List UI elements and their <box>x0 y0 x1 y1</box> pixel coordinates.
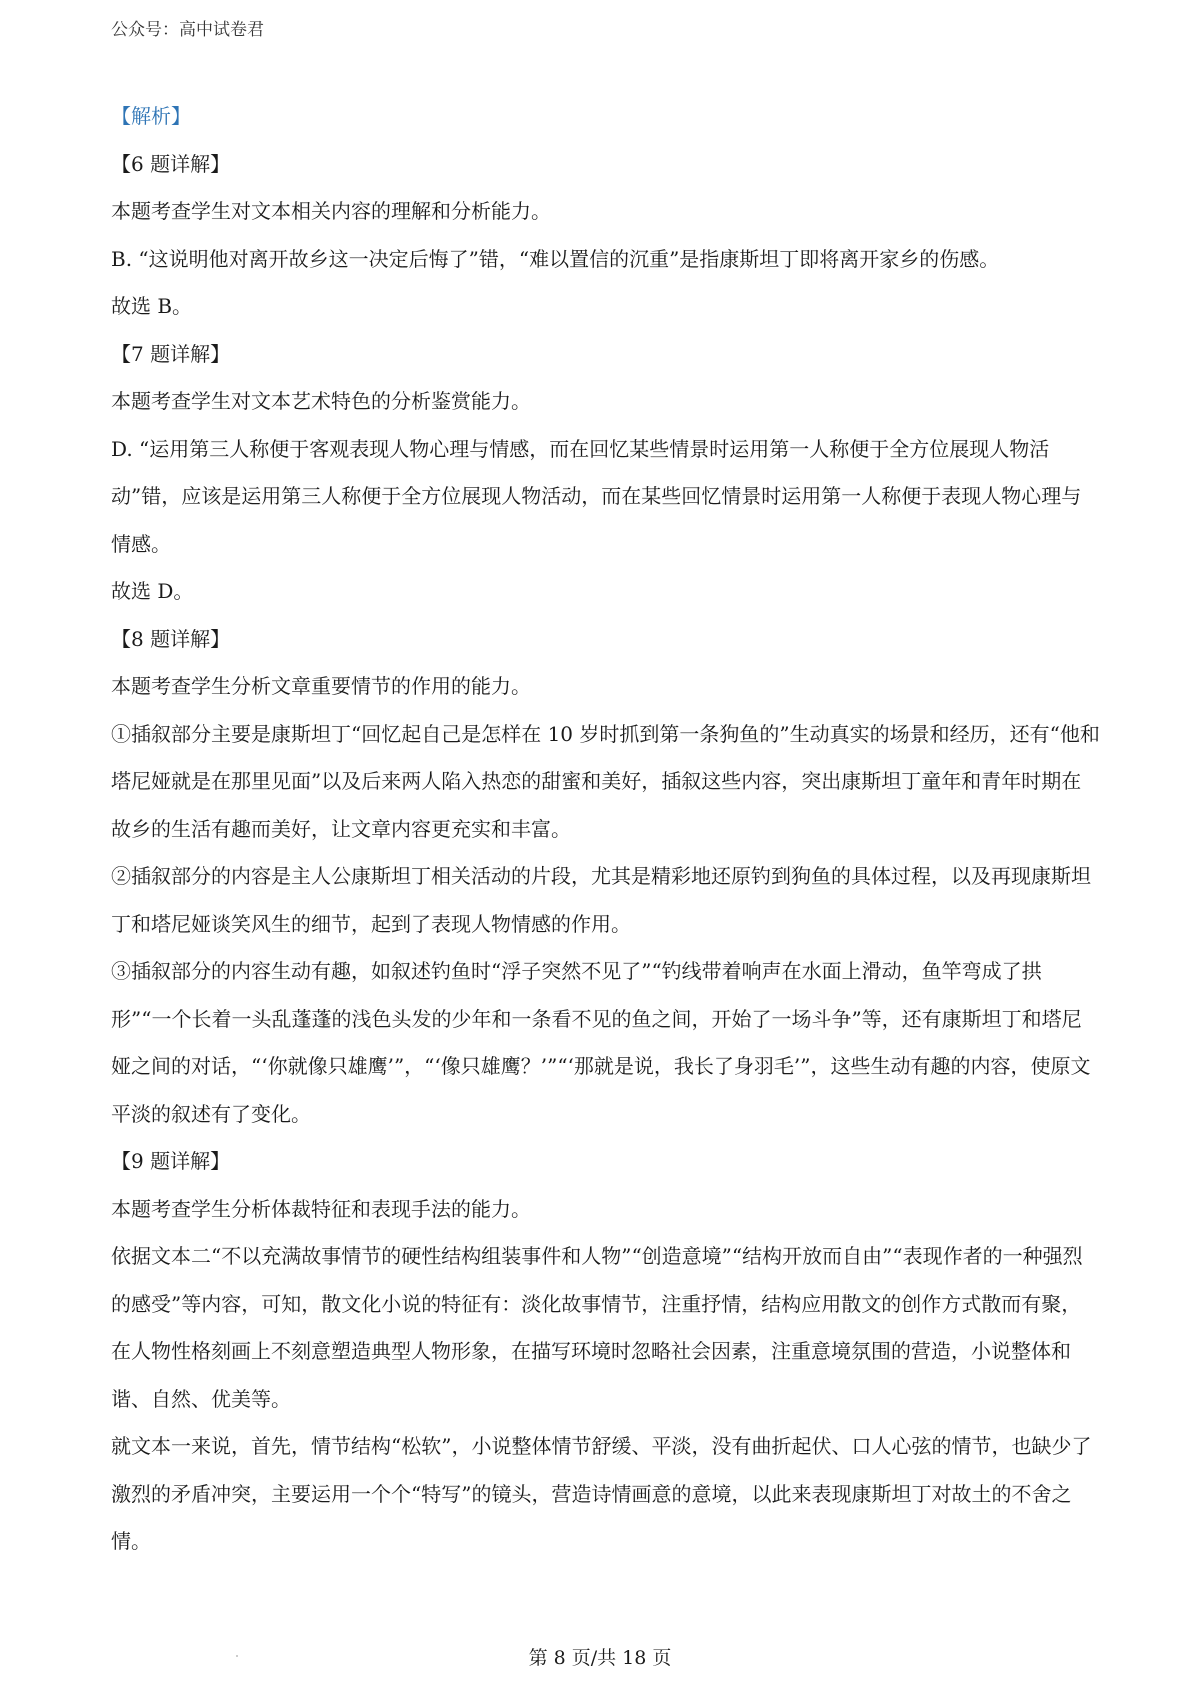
q9-text1-analysis: 就文本一来说，首先，情节结构“松软”，小说整体情节舒缓、平淡，没有曲折起伏、口人心弦的情节，也缺少了激烈的矛盾冲突，主要运用一个个“特写”的镜头，营造诗情画意的意境，以此来表现康斯坦丁对故土的不舍之情。 <box>111 1434 1092 1553</box>
section-title: 【解析】 <box>111 104 191 128</box>
q8-point-2: ②插叙部分的内容是主人公康斯坦丁相关活动的片段，尤其是精彩地还原钓到狗鱼的具体过程，以及再现康斯坦丁和塔尼娅谈笑风生的细节，起到了表现人物情感的作用。 <box>111 864 1091 936</box>
q8-point-1: ①插叙部分主要是康斯坦丁“回忆起自己是怎样在 10 岁时抓到第一条狗鱼的”生动真实的场景和经历，还有“他和塔尼娅就是在那里见面”以及后来两人陷入热恋的甜蜜和美好，插叙这些内容，突出康斯坦丁童年和青年时期在故乡的生活有趣而美好，让文章内容更充实和丰富。 <box>111 721 1100 841</box>
q7-explanation: D. “运用第三人称便于客观表现人物心理与情感，而在回忆某些情景时运用第一人称便于全方位展现人物活动”错，应该是运用第三人称便于全方位展现人物活动，而在某些回忆情景时运用第一人称便于表现人物心理与情感。 <box>111 436 1082 556</box>
q7-intro: 本题考查学生对文本艺术特色的分析鉴赏能力。 <box>111 389 531 413</box>
analysis-content <box>111 93 1101 1566</box>
q9-features: 依据文本二“不以充满故事情节的硬性结构组装事件和人物”“创造意境”“结构开放而自由”“表现作者的一种强烈的感受”等内容，可知，散文化小说的特征有：淡化故事情节，注重抒情，结构应用散文的创作方式散而有聚，在人物性格刻画上不刻意塑造典型人物形象，在描写环境时忽略社会因素，注重意境氛围的营造，小说整体和谐、自然、优美等。 <box>111 1244 1083 1411</box>
q6-explanation: B. “这说明他对离开故乡这一决定后悔了”错，“难以置信的沉重”是指康斯坦丁即将离开家乡的伤感。 <box>111 246 1000 271</box>
page-number: 第 8 页/共 18 页 <box>528 1647 672 1669</box>
q8-heading: 【8 题详解】 <box>111 626 231 651</box>
q7-heading: 【7 题详解】 <box>111 341 231 366</box>
q8-point-3: ③插叙部分的内容生动有趣，如叙述钓鱼时“浮子突然不见了”“钓线带着响声在水面上滑动，鱼竿弯成了拱形”“一个长着一头乱蓬蓬的浅色头发的少年和一条看不见的鱼之间，开始了一场斗争”等，还有康斯坦丁和塔尼娅之间的对话，“‘你就像只雄鹰’”，“‘像只雄鹰？’”“‘那就是说，我长了身羽毛’”，这些生动有趣的内容，使原文平淡的叙述有了变化。 <box>111 959 1091 1126</box>
q9-heading: 【9 题详解】 <box>111 1149 231 1173</box>
q8-intro: 本题考查学生分析文章重要情节的作用的能力。 <box>111 674 531 698</box>
q6-intro: 本题考查学生对文本相关内容的理解和分析能力。 <box>111 199 551 223</box>
q7-answer: 故选 D。 <box>111 579 194 603</box>
header-text: 公众号：高中试卷君 <box>111 20 264 40</box>
q9-intro: 本题考查学生分析体裁特征和表现手法的能力。 <box>111 1196 531 1221</box>
q6-answer: 故选 B。 <box>111 294 193 318</box>
page-header <box>111 18 264 42</box>
page-footer <box>0 1645 1200 1671</box>
q6-heading: 【6 题详解】 <box>111 151 231 176</box>
